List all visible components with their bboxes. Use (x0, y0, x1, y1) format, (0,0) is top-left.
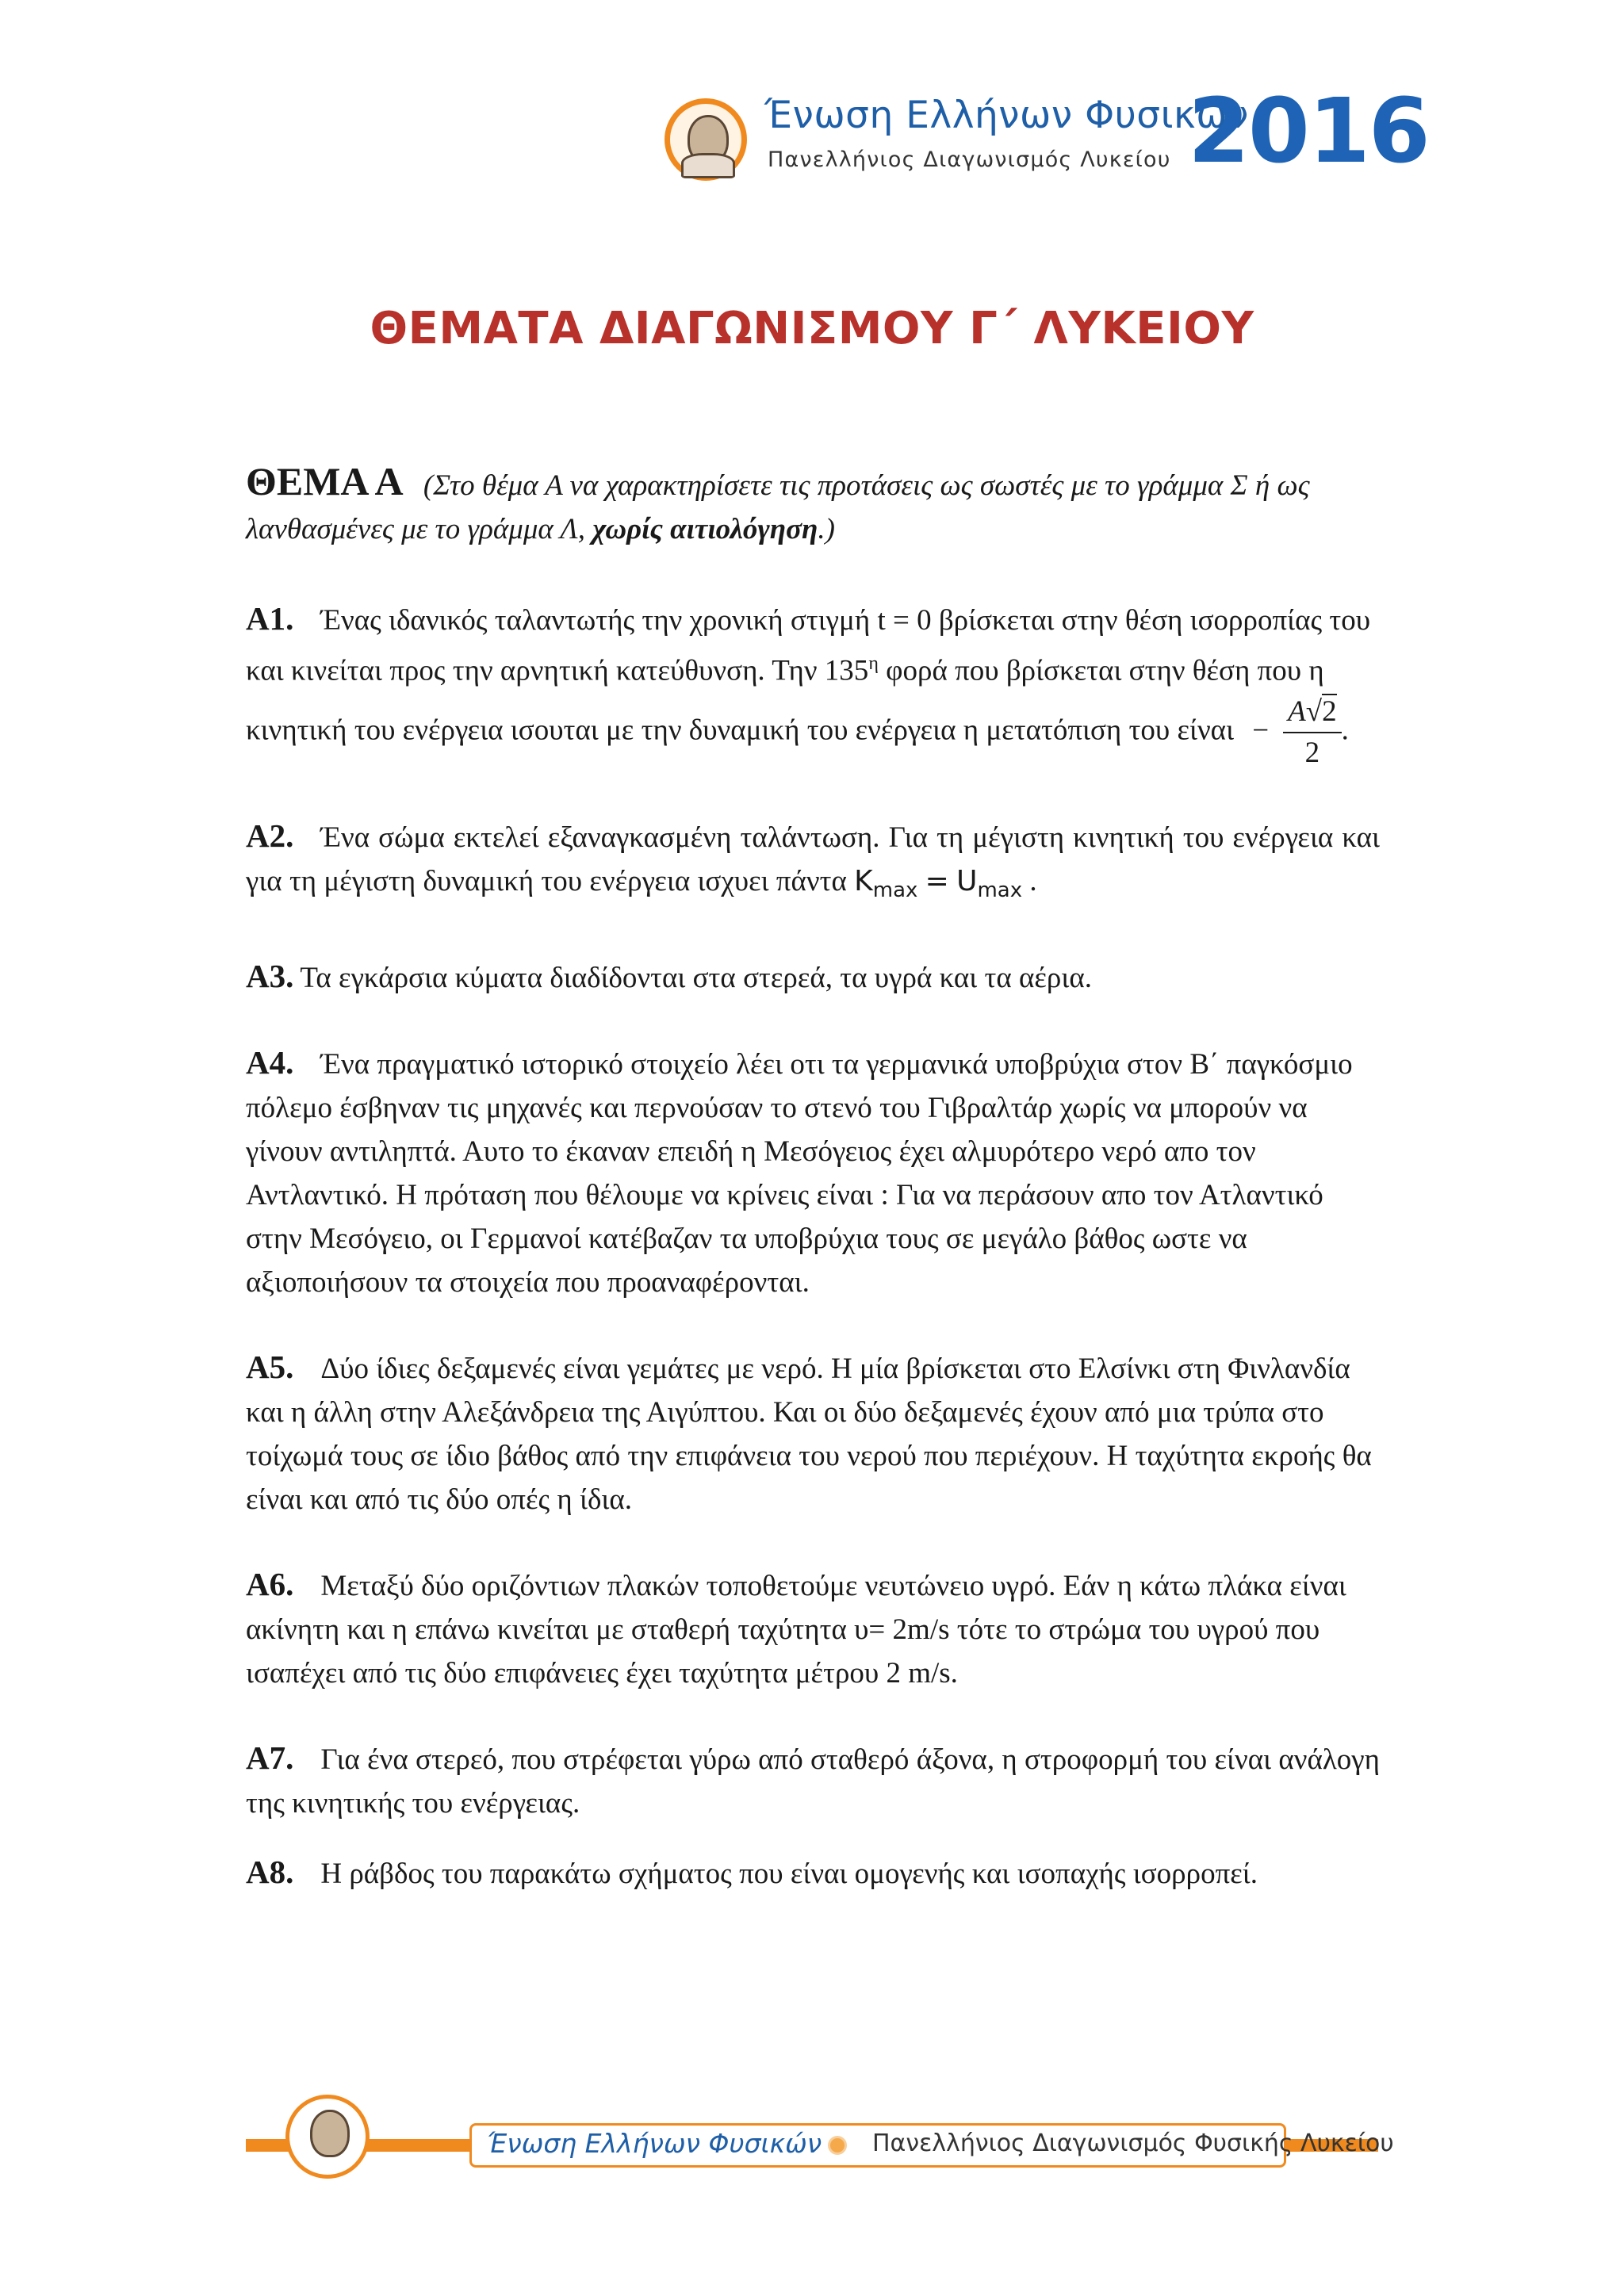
question-text: Δύο ίδιες δεξαμενές είναι γεμάτες με νερό. Η μία βρίσκεται στο Ελσίνκι στη Φινλανδία και η άλλη στην Αλεξάνδρεια της Αιγύπτου. Και οι δύο δεξαμενές έχουν από μια τρύπα στο τοίχωμά τους σε ίδιο βάθος από την επιφάνεια του νερού που περιέχουν. Η ταχύτητα εκροής θα είναι και από τις δύο οπές η ίδια. (246, 1352, 1372, 1516)
header-org-subtitle: Πανελλήνιος Διαγωνισμός Λυκείου (768, 147, 1171, 172)
kmax-symbol: $K_{max}$ (854, 865, 918, 903)
period: . (1341, 714, 1349, 747)
scholar-bust-logo-icon (285, 2095, 370, 2179)
question-label: Α7. (246, 1739, 294, 1776)
question-a1 (246, 597, 1380, 773)
footer-dot-icon (828, 2136, 847, 2155)
ordinal-superscript: η (868, 653, 879, 674)
header-year: 2016 (1188, 80, 1429, 183)
page-title: ΘΕΜΑΤΑ ΔΙΑΓΩΝΙΣΜΟΥ Γ΄ ΛΥΚΕΙΟΥ (370, 303, 1254, 354)
equals-sign: = (925, 865, 949, 898)
section-instructions: (Στο θέμα Α να χαρακτηρίσετε τις προτάσεις ως σωστές με το γράμμα Σ ή ως λανθασμένες με το γράμμα Λ, χωρίς αιτιολόγηση.) (246, 469, 1310, 545)
umax-symbol: $U_{max}$ (956, 865, 1023, 903)
question-label: Α2. (246, 817, 294, 855)
question-text: Ένα σώμα εκτελεί εξαναγκασμένη ταλάντωση. Για τη μέγιστη κινητική του ενέργεια και για τη μέγιστη δυναμική του ενέργεια ισχυει πάντα (246, 821, 1380, 898)
question-label: Α8. (246, 1853, 294, 1890)
page-footer (246, 2093, 1394, 2180)
question-text: Ένας ιδανικός ταλαντωτής την χρονική στιγμή t = 0 βρίσκεται στην θέση ισορροπίας του και κινείται προς την αρνητική κατεύθυνση. Την 135 (246, 604, 1371, 687)
question-text-cont: φορά που βρίσκεται στην θέση που η κινητική του ενέργεια ισουται με την δυναμική του ενέργεια η μετατόπιση του είναι (246, 654, 1324, 747)
page-header (658, 80, 1429, 190)
question-a4 (246, 1041, 1380, 1304)
footer-subtitle: Πανελλήνιος Διαγωνισμός Φυσικής Λυκείου (872, 2130, 1394, 2157)
question-text: Η ράβδος του παρακάτω σχήματος που είναι ομογενής και ισοπαχής ισορροπεί. (320, 1857, 1258, 1890)
scholar-bust-logo-icon (665, 98, 747, 181)
header-org-name: Ένωση Ελλήνων Φυσικών (764, 94, 1249, 137)
section-label: ΘΕΜΑ Α (246, 459, 404, 503)
question-a3 (246, 955, 1380, 1000)
question-a5 (246, 1345, 1380, 1521)
question-a7 (246, 1736, 1380, 1825)
question-text: Τα εγκάρσια κύματα διαδίδονται στα στερεά, τα υγρά και τα αέρια. (300, 961, 1092, 994)
minus-sign: − (1252, 714, 1270, 747)
question-label: Α3. (246, 957, 294, 994)
question-text: Για ένα στερεό, που στρέφεται γύρω από σταθερό άξονα, η στροφορμή του είναι ανάλογη της κινητικής του ενέργειας. (246, 1743, 1380, 1820)
question-label: Α4. (246, 1043, 294, 1081)
footer-org-name: Ένωση Ελλήνων Φυσικών (487, 2128, 822, 2159)
question-a8 (246, 1850, 1380, 1896)
question-label: Α6. (246, 1565, 294, 1602)
question-a6 (246, 1563, 1380, 1695)
question-text: Ένα πραγματικό ιστορικό στοιχείο λέει οτι τα γερμανικά υποβρύχια στον Β΄ παγκόσμιο πόλεμο έσβηναν τις μηχανές και περνούσαν το στενό του Γιβραλτάρ χωρίς να μπορούν να γίνουν αντιληπτά. Αυτο το έκαναν επειδή η Μεσόγειος έχει αλμυρότερο νερό απο τον Αντλαντικό. Η πρόταση που θέλουμε να κρίνεις είναι : Για να περάσουν απο τον Ατλαντικό στην Μεσόγειο, οι Γερμανοί κατέβαζαν τα υποβρύχια τους σε μεγάλο βάθος ωστε να αξιοποιήσουν τα στοιχεία που προαναφέρονται. (246, 1047, 1353, 1299)
exam-content (246, 460, 1380, 1896)
fraction-a-sqrt2-over-2: $\frac{A√2}{2}$ (1283, 692, 1341, 773)
section-heading (246, 460, 1380, 551)
question-text: Μεταξύ δύο οριζόντιων πλακών τοποθετούμε νευτώνειο υγρό. Εάν η κάτω πλάκα είναι ακίνητη και η επάνω κινείται με σταθερή ταχύτητα υ= 2m/s τότε το στρώμα του υγρού που ισαπέχει από τις δύο επιφάνειες έχει ταχύτητα μέτρου 2 m/s. (246, 1569, 1346, 1689)
question-label: Α1. (246, 600, 294, 637)
question-a2: Α2. Ένα σώμα εκτελεί εξαναγκασμένη ταλάντωση. Για τη μέγιστη κινητική του ενέργεια και για τη μέγιστη δυναμική του ενέργεια ισχυει πάντα $K_{max} = U_{max}$ . (246, 817, 1380, 903)
question-label: Α5. (246, 1348, 294, 1385)
